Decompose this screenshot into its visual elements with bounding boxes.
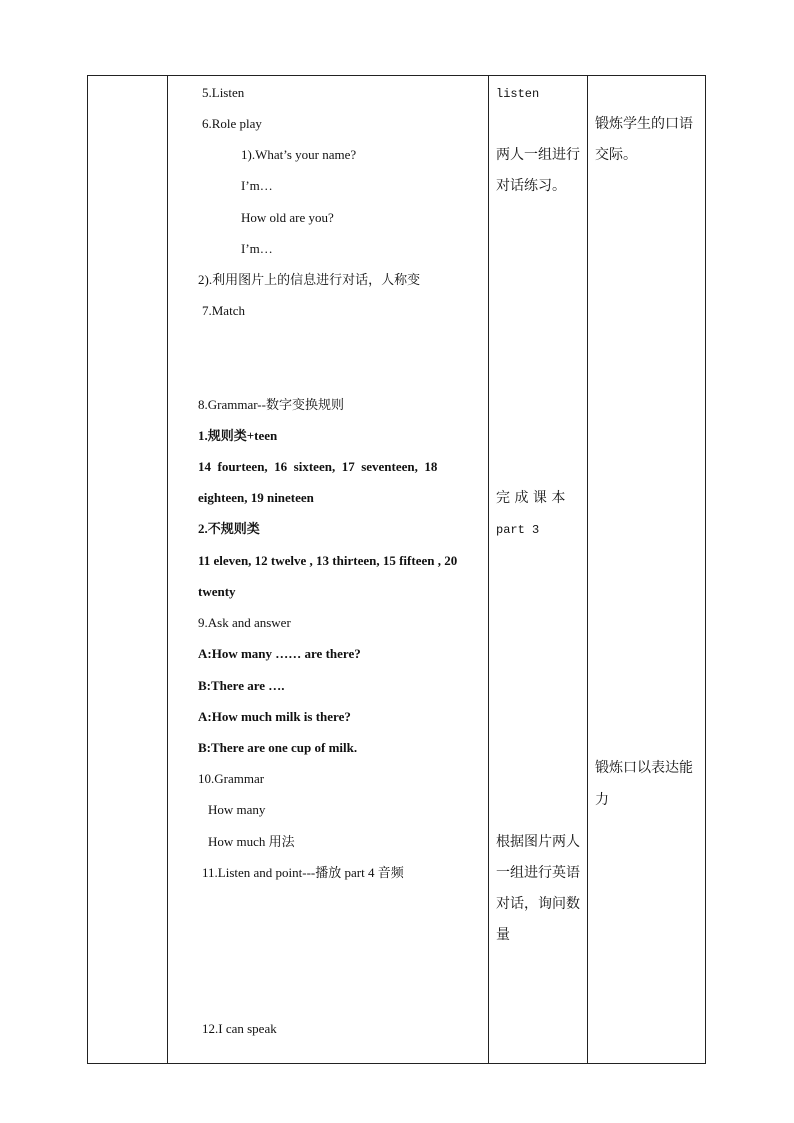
step-listen-point: 11.Listen and point---播放 part 4 音频 — [202, 865, 404, 880]
rule-irregular: 2.不规则类 — [198, 521, 260, 536]
aim-oral-expression: 锻炼口以表达能 — [595, 760, 693, 776]
dialogue-line: 1).What’s your name? — [241, 147, 357, 162]
lesson-table — [87, 75, 706, 1064]
rule-irregular-examples: 11 eleven, 12 twelve , 13 thirteen, 15 fifteen , 20 — [198, 553, 458, 568]
activity-listen: listen — [496, 87, 540, 101]
dialogue-line: A:How much milk is there? — [198, 709, 351, 724]
column-divider — [167, 75, 168, 1064]
aim-oral-expression: 力 — [595, 792, 609, 808]
dialogue-line: How old are you? — [241, 210, 334, 225]
activity-picture-dialogue: 对话，询问数 — [496, 896, 580, 912]
rule-regular-examples: 14 fourteen, 16 sixteen, 17 seventeen, 18 — [198, 459, 438, 474]
dialogue-line: B:There are one cup of milk. — [198, 740, 358, 755]
aim-oral-communication: 交际。 — [595, 147, 637, 163]
step-match: 7.Match — [202, 303, 245, 318]
step-grammar: 10.Grammar — [198, 771, 265, 786]
aim-oral-communication: 锻炼学生的口语 — [595, 116, 693, 132]
step-ask-answer: 9.Ask and answer — [198, 615, 291, 630]
grammar-item: How many — [208, 802, 266, 817]
dialogue-line: I’m… — [241, 241, 273, 256]
grammar-item: How much 用法 — [208, 834, 295, 849]
dialogue-line: I’m… — [241, 178, 273, 193]
activity-pair-practice: 对话练习。 — [496, 178, 566, 194]
activity-picture-dialogue: 量 — [496, 927, 510, 943]
column-divider — [488, 75, 489, 1064]
rule-regular: 1.规则类+teen — [198, 428, 278, 443]
dialogue-instruction: 2).利用图片上的信息进行对话，人称变 — [198, 272, 421, 287]
step-i-can-speak: 12.I can speak — [202, 1021, 277, 1036]
step-role-play: 6.Role play — [202, 116, 262, 131]
dialogue-line: A:How many …… are there? — [198, 646, 361, 661]
step-listen: 5.Listen — [202, 85, 245, 100]
column-divider — [587, 75, 588, 1064]
rule-regular-examples: eighteen, 19 nineteen — [198, 490, 314, 505]
activity-finish-book: part 3 — [496, 523, 540, 537]
rule-irregular-examples: twenty — [198, 584, 236, 599]
activity-picture-dialogue: 一组进行英语 — [496, 865, 580, 881]
dialogue-line: B:There are …. — [198, 678, 285, 693]
activity-picture-dialogue: 根据图片两人 — [496, 834, 580, 850]
activity-finish-book: 完 成 课 本 — [496, 490, 566, 506]
step-grammar-numbers: 8.Grammar--数字变换规则 — [198, 397, 344, 412]
activity-pair-practice: 两人一组进行 — [496, 147, 580, 163]
